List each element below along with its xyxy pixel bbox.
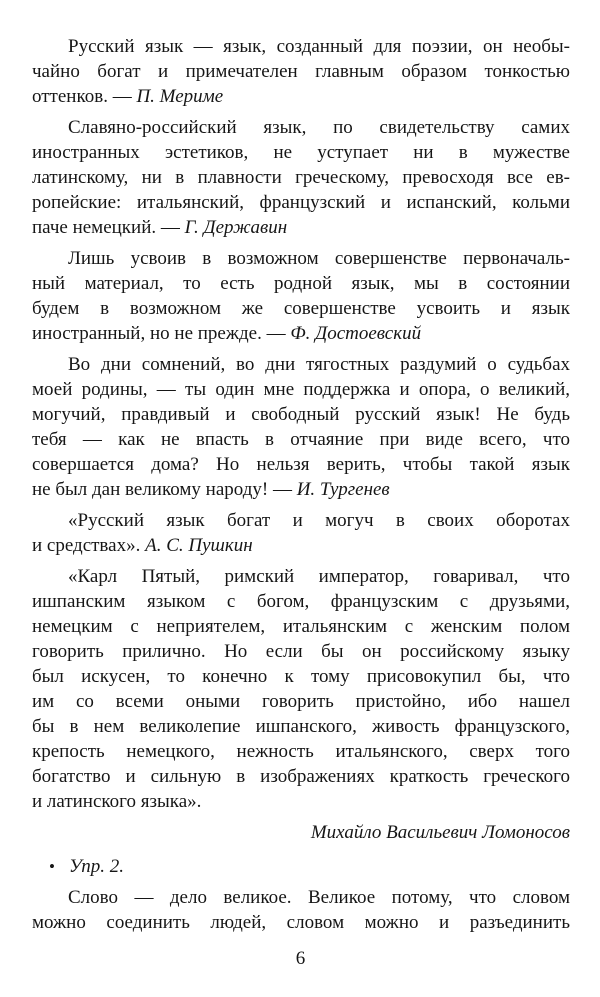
body-slovo	[32, 885, 570, 935]
text-line	[32, 664, 570, 689]
text-run: Во дни сомнений, во дни тягостных раздумий о судьбах	[68, 354, 570, 375]
text-run: чайно богат и примечателен главным образом тонкостью	[32, 61, 570, 82]
text-line	[32, 477, 570, 502]
author-name: А. С. Пушкин	[145, 535, 253, 556]
text-run: богатство и сильную в изображениях краткость греческого	[32, 766, 570, 787]
text-run: Русский язык — язык, созданный для поэзии, он необы-	[68, 36, 570, 57]
author-name: Ф. Достоевский	[290, 323, 422, 344]
text-line	[32, 190, 570, 215]
text-run: иностранный, но не прежде. —	[32, 323, 291, 344]
page-number: 6	[295, 948, 307, 969]
text-run: ный материал, то есть родной язык, мы в состоянии	[32, 273, 570, 294]
text-run: оттенков. —	[32, 86, 137, 107]
exercise-label: Упр. 2.	[69, 856, 125, 877]
text-run: могучий, правдивый и свободный русский язык! Не будь	[32, 404, 570, 425]
text-run: совершается дома? Но нельзя верить, чтобы такой язык	[32, 454, 570, 475]
text-line	[32, 165, 570, 190]
text-line	[32, 271, 570, 296]
text-run: моей родины, — ты один мне поддержка и опора, о великий,	[32, 379, 570, 400]
text-line	[32, 84, 570, 109]
text-column	[32, 34, 570, 935]
text-run: и средствах».	[32, 535, 146, 556]
text-run: ропейские: итальянский, французский и испанский, кольми	[32, 192, 570, 213]
text-line	[32, 739, 570, 764]
text-run: не был дан великому народу! —	[32, 479, 297, 500]
quote-turgenev	[32, 352, 570, 502]
text-run: был искусен, то конечно к тому присовокупил бы, что	[32, 666, 570, 687]
text-run: и латинского языка».	[32, 791, 202, 812]
text-line	[32, 377, 570, 402]
text-line	[32, 59, 570, 84]
text-line	[32, 452, 570, 477]
quote-pushkin	[32, 508, 570, 558]
text-line	[32, 589, 570, 614]
text-line	[32, 427, 570, 452]
text-run: немецким с неприятелем, итальянским с женским полом	[32, 616, 570, 637]
text-line	[32, 215, 570, 240]
author-name: И. Тургенев	[296, 479, 390, 500]
text-run: тебя — как не впасть в отчаяние при виде всего, что	[32, 429, 570, 450]
quote-dostoevsky	[32, 246, 570, 346]
text-line	[32, 140, 570, 165]
text-line	[32, 34, 570, 59]
text-line	[32, 402, 570, 427]
author-name: Г. Державин	[184, 217, 288, 238]
text-run: паче немецкий. —	[32, 217, 185, 238]
text-line	[32, 352, 570, 377]
text-line	[32, 910, 570, 935]
text-line	[32, 614, 570, 639]
text-line	[32, 533, 570, 558]
text-run: говорить прилично. Но если бы он российскому языку	[32, 641, 570, 662]
text-line	[32, 764, 570, 789]
text-run: Славяно-российский язык, по свидетельству самих	[68, 117, 570, 138]
text-line	[32, 508, 570, 533]
text-line	[32, 689, 570, 714]
text-run: Слово — дело великое. Великое потому, что словом	[68, 887, 570, 908]
attribution-lomonosov: Михайло Васильевич Ломоносов	[310, 822, 570, 843]
text-run: «Карл Пятый, римский император, говаривал, что	[68, 566, 570, 587]
quote-lomonosov	[32, 564, 570, 814]
text-line	[32, 789, 570, 814]
author-name: П. Мериме	[136, 86, 224, 107]
text-line	[32, 246, 570, 271]
text-line	[32, 564, 570, 589]
exercise-2	[32, 854, 570, 879]
text-line	[32, 714, 570, 739]
text-run: им со всеми оными говорить пристойно, ибо нашел	[32, 691, 570, 712]
text-run: Лишь усвоив в возможном совершенстве первоначаль-	[68, 248, 570, 269]
text-run: бы в нем великолепие ишпанского, живость французского,	[32, 716, 570, 737]
text-run: латинскому, ни в плавности греческому, превосходя все ев-	[32, 167, 570, 188]
text-line	[32, 639, 570, 664]
text-line	[32, 321, 570, 346]
text-line	[32, 885, 570, 910]
text-line	[32, 296, 570, 321]
text-run: «Русский язык богат и могуч в своих оборотах	[68, 510, 570, 531]
text-run: будем в возможном же совершенстве усвоить и язык	[32, 298, 570, 319]
text-run: можно соединить людей, словом можно и разъединить	[32, 912, 570, 933]
quote-derzhavin	[32, 115, 570, 240]
text-run: крепость немецкого, нежность итальянского, сверх того	[32, 741, 570, 762]
text-run: иностранных эстетиков, не уступает ни в мужестве	[32, 142, 570, 163]
text-line	[32, 115, 570, 140]
text-run: ишпанским языком с богом, французским с друзьями,	[32, 591, 570, 612]
quote-merime	[32, 34, 570, 109]
bullet-icon: •	[49, 857, 55, 876]
